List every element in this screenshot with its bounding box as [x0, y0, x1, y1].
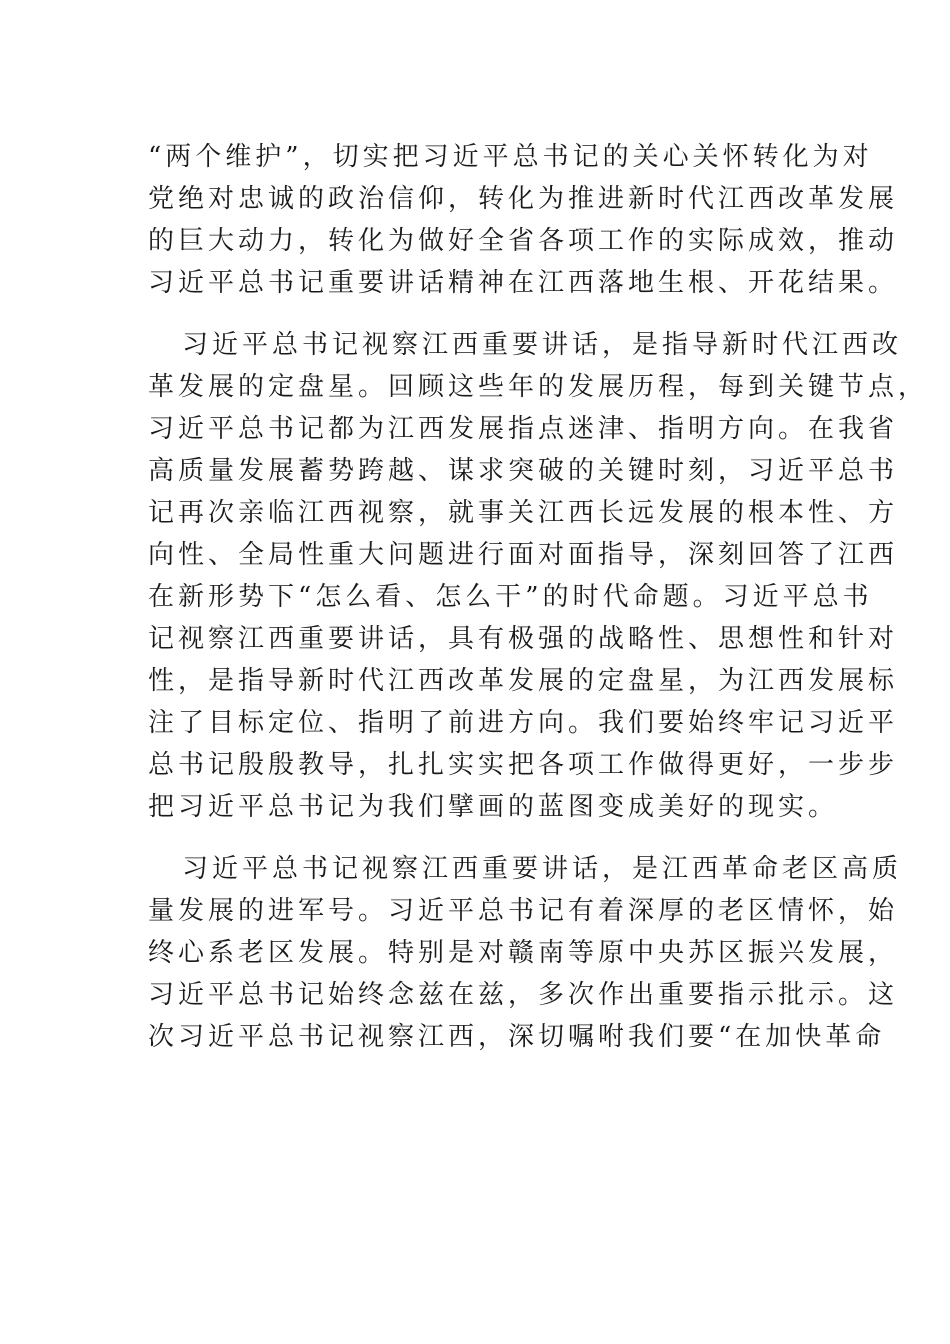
text-line: 量发展的进军号。习近平总书记有着深厚的老区情怀，始 [148, 896, 899, 926]
text-line: “两个维护”，切实把习近平总书记的关心关怀转化为对 [148, 142, 873, 172]
text-line: 记视察江西重要讲话，具有极强的战略性、思想性和针对 [148, 624, 899, 654]
paragraph-2 [148, 324, 929, 828]
text-line: 把习近平总书记为我们擘画的蓝图变成美好的现实。 [148, 792, 839, 822]
text-line: 总书记殷殷教导，扎扎实实把各项工作做得更好，一步步 [148, 750, 899, 780]
text-line: 习近平总书记始终念兹在兹，多次作出重要指示批示。这 [148, 980, 899, 1010]
text-line: 革发展的定盘星。回顾这些年的发展历程，每到关键节点， [148, 372, 929, 402]
paragraph-3 [148, 848, 903, 1058]
text-line: 注了目标定位、指明了前进方向。我们要始终牢记习近平 [148, 708, 899, 738]
document-body [148, 136, 929, 1058]
text-line: 次习近平总书记视察江西，深切嘱咐我们要“在加快革命 [148, 1022, 886, 1052]
text-line: 高质量发展蓄势跨越、谋求突破的关键时刻，习近平总书 [148, 456, 899, 486]
text-line: 习近平总书记都为江西发展指点迷津、指明方向。在我省 [148, 414, 899, 444]
text-line: 习近平总书记视察江西重要讲话，是指导新时代江西改 [182, 330, 903, 360]
paragraph-spacer [148, 304, 808, 324]
text-line: 习近平总书记重要讲话精神在江西落地生根、开花结果。 [148, 268, 899, 298]
text-line: 向性、全局性重大问题进行面对面指导，深刻回答了江西 [148, 540, 899, 570]
text-line: 终心系老区发展。特别是对赣南等原中央苏区振兴发展， [148, 938, 899, 968]
text-line: 的巨大动力，转化为做好全省各项工作的实际成效，推动 [148, 226, 899, 256]
text-line: 习近平总书记视察江西重要讲话，是江西革命老区高质 [182, 854, 903, 884]
paragraph-spacer [148, 828, 808, 848]
text-line: 记再次亲临江西视察，就事关江西长远发展的根本性、方 [148, 498, 899, 528]
text-line: 性，是指导新时代江西改革发展的定盘星，为江西发展标 [148, 666, 899, 696]
text-line: 在新形势下“怎么看、怎么干”的时代命题。习近平总书 [148, 582, 873, 612]
text-line: 党绝对忠诚的政治信仰，转化为推进新时代江西改革发展 [148, 184, 899, 214]
paragraph-1 [148, 136, 899, 304]
